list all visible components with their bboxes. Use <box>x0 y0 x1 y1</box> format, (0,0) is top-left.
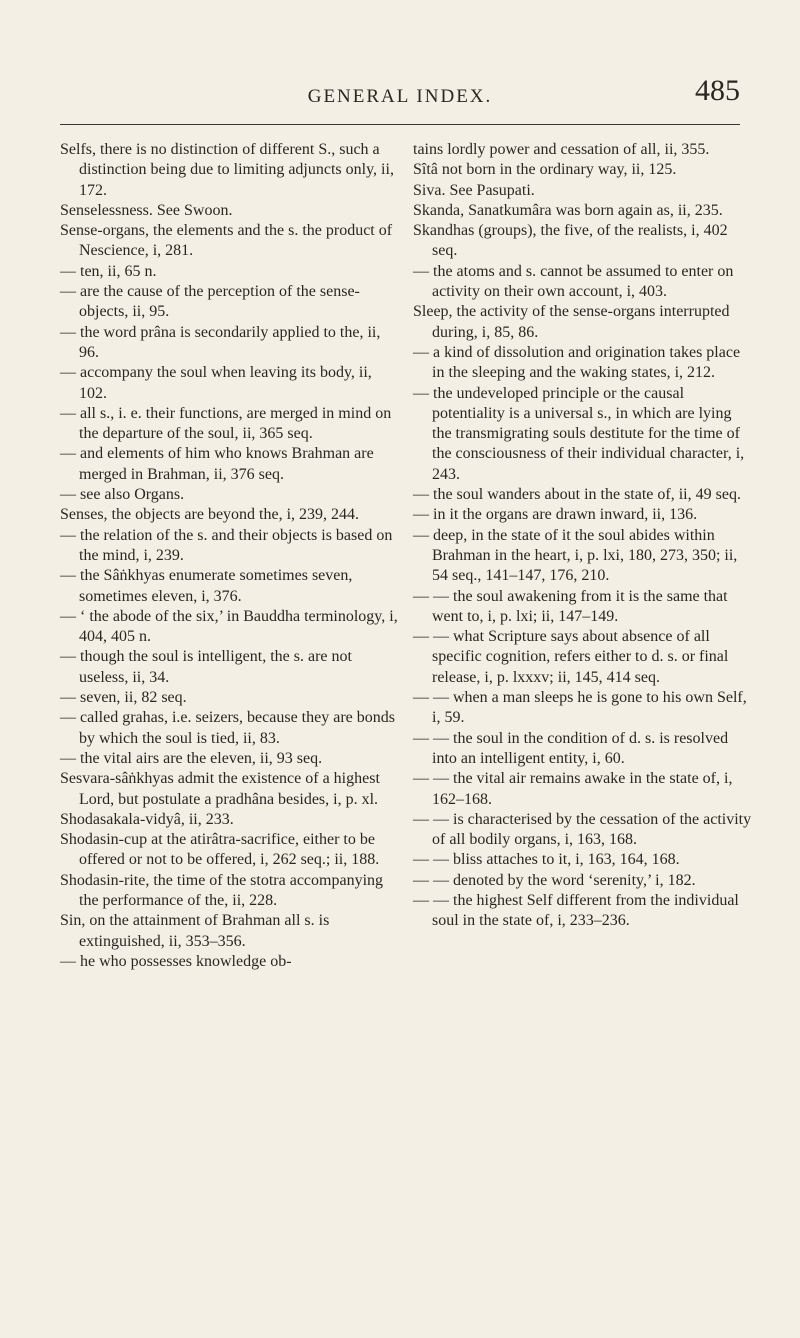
index-entry: — he who possesses knowledge ob- <box>60 952 292 970</box>
index-entry: — all s., i. e. their functions, are merged in mind on the departure of the soul, ii, 365 seq. <box>60 404 392 443</box>
page-header <box>60 72 740 112</box>
index-entry: Shodasin-cup at the atirâtra-sacrifice, either to be offered or not to be offered, i, 262 seq.; ii, 188. <box>60 831 380 869</box>
index-entry: — though the soul is intelligent, the s. are not useless, ii, 34. <box>60 648 352 686</box>
index-column-left <box>60 140 400 972</box>
index-entry: Sin, on the attainment of Brahman all s. is extinguished, ii, 353–356. <box>60 912 330 950</box>
index-entry: — the vital airs are the eleven, ii, 93 seq. <box>60 749 323 767</box>
page-number: 485 <box>695 74 740 107</box>
index-entry: Sleep, the activity of the sense-organs interrupted during, i, 85, 86. <box>413 303 730 341</box>
index-entry: Senses, the objects are beyond the, i, 239, 244. <box>60 506 360 524</box>
index-column-right <box>413 140 753 932</box>
index-entry: — the word prâna is secondarily applied to the, ii, 96. <box>60 323 381 361</box>
header-rule <box>60 124 740 125</box>
index-entry: — — is characterised by the cessation of the activity of all bodily organs, i, 163, 168. <box>413 810 752 849</box>
index-entry: Skandhas (groups), the five, of the realists, i, 402 seq. <box>413 222 728 260</box>
index-entry: tains lordly power and cessation of all, ii, 355. <box>413 141 710 158</box>
index-entry: Shodasakala-vidyâ, ii, 233. <box>60 810 234 828</box>
index-entry: — the relation of the s. and their objects is based on the mind, i, 239. <box>60 526 393 564</box>
index-entry: — the atoms and s. cannot be assumed to enter on activity on their own account, i, 403. <box>413 262 734 301</box>
index-entry: — — the vital air remains awake in the state of, i, 162–168. <box>413 770 733 808</box>
index-entry: Senselessness. See Swoon. <box>60 201 233 219</box>
index-entry: — — when a man sleeps he is gone to his own Self, i, 59. <box>413 689 747 727</box>
index-entry: Sîtâ not born in the ordinary way, ii, 125. <box>413 161 677 179</box>
index-entry: — are the cause of the perception of the sense-objects, ii, 95. <box>60 283 360 321</box>
index-entry: — — the soul awakening from it is the same that went to, i, p. lxi; ii, 147–149. <box>413 587 728 625</box>
index-entry: — — the soul in the condition of d. s. is resolved into an intelligent entity, i, 60. <box>413 729 729 767</box>
index-entry: — — denoted by the word ‘serenity,’ i, 182. <box>413 871 696 889</box>
index-entry: — deep, in the state of it the soul abides within Brahman in the heart, i, p. lxi, 180, 273, 350; ii, 54 seq., 141–147, 176, 210. <box>413 526 738 585</box>
index-entry: — the soul wanders about in the state of, ii, 49 seq. <box>413 486 741 504</box>
index-entry: — the undeveloped principle or the causal potentiality is a universal s., in which are lying the transmigrating souls destitute for the time of the consciousness of their individual character, i, 243. <box>413 384 745 483</box>
index-entry: Skanda, Sanatkumâra was born again as, ii, 235. <box>413 201 723 219</box>
index-entry: Sesvara-sâṅkhyas admit the existence of a highest Lord, but postulate a pradhâna besides, i, p. xl. <box>60 770 380 808</box>
index-entry: — in it the organs are drawn inward, ii, 136. <box>413 506 698 524</box>
index-entry: — — what Scripture says about absence of all specific cognition, refers either to d. s. or final release, i, p. lxxxv; ii, 145, 414 seq. <box>413 628 729 686</box>
index-entry: Siva. See Pasupati. <box>413 181 535 199</box>
index-entry: — — the highest Self different from the individual soul in the state of, i, 233–236. <box>413 891 739 930</box>
index-entry: Sense-organs, the elements and the s. the product of Nescience, i, 281. <box>60 222 393 260</box>
index-entry: — a kind of dissolution and origination takes place in the sleeping and the waking states, i, 212. <box>413 343 741 382</box>
index-entry: Shodasin-rite, the time of the stotra accompanying the performance of the, ii, 228. <box>60 871 384 909</box>
index-entry: — — bliss attaches to it, i, 163, 164, 168. <box>413 851 680 869</box>
index-entry: — see also Organs. <box>60 486 185 504</box>
index-entry: — called grahas, i.e. seizers, because they are bonds by which the soul is tied, ii, 83. <box>60 709 395 747</box>
index-entry: — and elements of him who knows Brahman are merged in Brahman, ii, 376 seq. <box>60 445 374 483</box>
index-entry: — the Sâṅkhyas enumerate sometimes seven, sometimes eleven, i, 376. <box>60 567 353 605</box>
running-title: GENERAL INDEX. <box>307 86 493 107</box>
index-entry: — accompany the soul when leaving its body, ii, 102. <box>60 364 372 402</box>
index-entry: — seven, ii, 82 seq. <box>60 689 187 707</box>
index-entry: — ten, ii, 65 n. <box>60 262 157 280</box>
index-entry: Selfs, there is no distinction of different S., such a distinction being due to limiting adjuncts only, ii, 172. <box>60 141 394 199</box>
index-entry: — ‘ the abode of the six,’ in Bauddha terminology, i, 404, 405 n. <box>60 607 398 646</box>
